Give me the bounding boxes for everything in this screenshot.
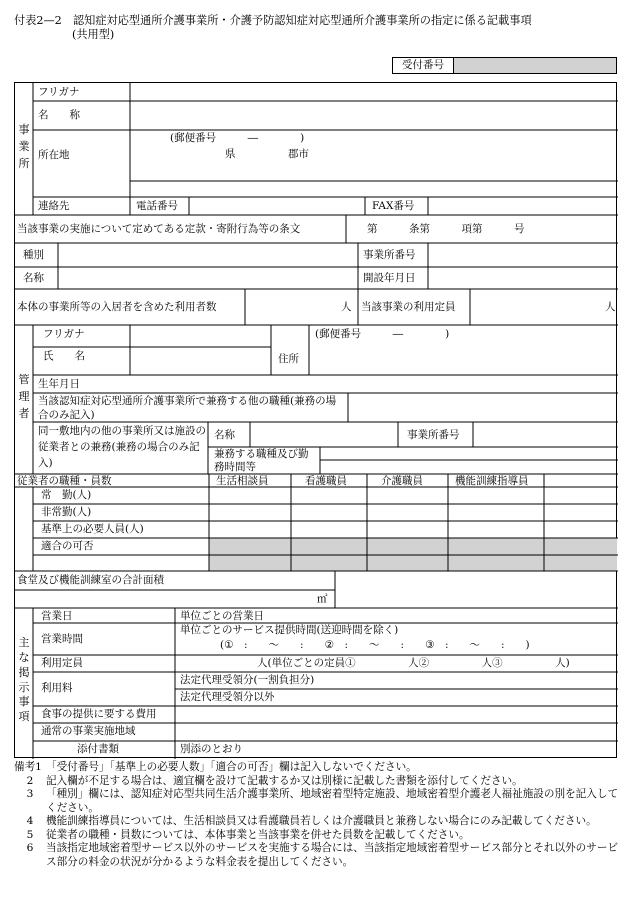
manager-furigana-label: フリガナ xyxy=(43,328,85,340)
ordinance-clause: 第 条第 項第 号 xyxy=(367,223,525,235)
staff-row-parttime: 非常勤(人) xyxy=(41,506,92,518)
manager-address-label: 住所 xyxy=(278,353,299,365)
office-furigana-label: フリガナ xyxy=(38,86,80,98)
remark-item: 4 機能訓練指導員については、生活相談員又は看護職員若しくは介護職員と兼務しない場合にのみ記載してください。 xyxy=(26,815,597,827)
capacity-posting-label: 利用定員 xyxy=(41,657,83,669)
receipt-number-box xyxy=(392,57,617,74)
users-unit: 人 xyxy=(341,301,352,313)
staff-row-fulltime: 常 勤(人) xyxy=(41,489,92,501)
service-hours-line: (① : ～ : ② : ～ : ③ : ～ : ) xyxy=(220,639,530,651)
facility-name-label: 名称 xyxy=(23,272,44,284)
attachments-value: 別添のとおり xyxy=(180,743,243,755)
concurrent-office-number-label: 事業所番号 xyxy=(407,429,460,441)
receipt-number-field xyxy=(454,58,616,73)
same-site-concurrent-label: 同一敷地内の他の事業所又は施設の従業者との兼務(兼務の場合のみ記入) xyxy=(38,425,206,469)
service-area-label: 通常の事業実施地域 xyxy=(41,725,136,737)
concurrent-job-hours-label: 兼務する職種及び勤務時間等 xyxy=(214,448,309,473)
facility-type-label: 種別 xyxy=(23,249,44,261)
form-title-line1: 付表2—2 認知症対応型通所介護事業所・介護予防認知症対応型通所介護事業所の指定に係る記載事項 xyxy=(14,14,532,27)
office-phone-label: 電話番号 xyxy=(136,200,178,212)
concurrent-office-name-label: 名称 xyxy=(214,429,235,441)
staff-row-required: 基準上の必要人員(人) xyxy=(41,523,144,535)
facility-office-number-label: 事業所番号 xyxy=(363,249,416,261)
manager-birthdate-label: 生年月日 xyxy=(38,378,80,390)
remarks xyxy=(14,761,619,869)
business-hours-label: 営業時間 xyxy=(41,633,83,645)
staff-col-nurse: 看護職員 xyxy=(305,475,347,487)
staff-col-trainer: 機能訓練指導員 xyxy=(455,475,529,487)
application-form-table xyxy=(14,82,617,758)
office-address-label: 所在地 xyxy=(38,149,70,161)
receipt-number-label: 受付番号 xyxy=(393,58,454,73)
business-days-label: 営業日 xyxy=(41,610,73,622)
staff-col-caregiver: 介護職員 xyxy=(381,475,423,487)
remark-item: 備考1 「受付番号」「基準上の必要人数」「適合の可否」欄は記入しないでください。 xyxy=(14,761,417,773)
fee-other-label: 法定代理受領分以外 xyxy=(180,691,275,703)
ordinance-label: 当該事業の実施について定めてある定款・寄附行為等の条文 xyxy=(17,223,301,235)
remark-item: 2 記入欄が不足する場合は、適宜欄を設けて記載するか又は別様に記載した書類を添付してください。 xyxy=(26,774,523,787)
area-unit: ㎡ xyxy=(317,593,328,605)
manager-section-label: 管 理 者 xyxy=(18,373,30,421)
form-title-line2: (共用型) xyxy=(72,28,115,41)
office-city-label: 郡市 xyxy=(288,148,309,160)
unit-service-hours-label: 単位ごとのサービス提供時間(送迎時間を除く) xyxy=(180,624,399,636)
form-title xyxy=(14,14,532,42)
staff-header-label: 従業者の職種・員数 xyxy=(17,475,112,487)
staff-col-counselor: 生活相談員 xyxy=(216,475,269,487)
manager-name-label: 氏 名 xyxy=(43,350,85,362)
facility-opened-date-label: 開設年月日 xyxy=(363,272,416,284)
concurrent-job-label: 当該認知症対応型通所介護事業所で兼務する他の職種(兼務の場合のみ記入) xyxy=(38,395,337,421)
meal-cost-label: 食事の提供に要する費用 xyxy=(41,708,157,720)
posting-section-label: 主 な 掲 示 事 項 xyxy=(18,636,30,724)
attachments-label: 添付書類 xyxy=(77,743,119,755)
staff-row-compliance: 適合の可否 xyxy=(41,540,94,552)
fee-label: 利用料 xyxy=(41,682,73,694)
office-postal-code: (郵便番号 ― ) xyxy=(170,132,305,144)
office-prefecture-label: 県 xyxy=(225,148,236,160)
remark-item: 3 「種別」欄には、認知症対応型共同生活介護事業所、地域密着型特定施設、地域密着型介護老人福祉施設の別を記入してください。 xyxy=(26,788,619,814)
capacity-per-unit-line: 人(単位ごとの定員① 人② 人③ 人) xyxy=(257,657,570,669)
unit-business-days-label: 単位ごとの営業日 xyxy=(180,610,264,622)
office-contact-label: 連絡先 xyxy=(38,200,70,212)
users-including-residents-label: 本体の事業所等の入居者を含めた利用者数 xyxy=(17,301,217,313)
fee-statutory-label: 法定代理受領分(一割負担分) xyxy=(180,674,315,686)
capacity-unit: 人 xyxy=(605,301,616,313)
dining-training-area-label: 食堂及び機能訓練室の合計面積 xyxy=(17,574,164,586)
remark-item: 6 当該指定地域密着型サービス以外のサービスを実施する場合には、当該指定地域密着型サービス部分とそれ以外のサービス部分の料金の状況が分かるような料金表を提出してください。 xyxy=(26,842,619,868)
manager-postal-code: (郵便番号 ― ) xyxy=(315,328,450,340)
remark-item: 5 従業者の職種・員数については、本体事業と当該事業を併せた員数を記載してください。 xyxy=(26,828,470,841)
office-section-label: 事 業 所 xyxy=(18,123,30,171)
office-fax-label: FAX番号 xyxy=(372,200,415,212)
capacity-label: 当該事業の利用定員 xyxy=(361,301,456,313)
office-name-label: 名 称 xyxy=(38,109,80,121)
